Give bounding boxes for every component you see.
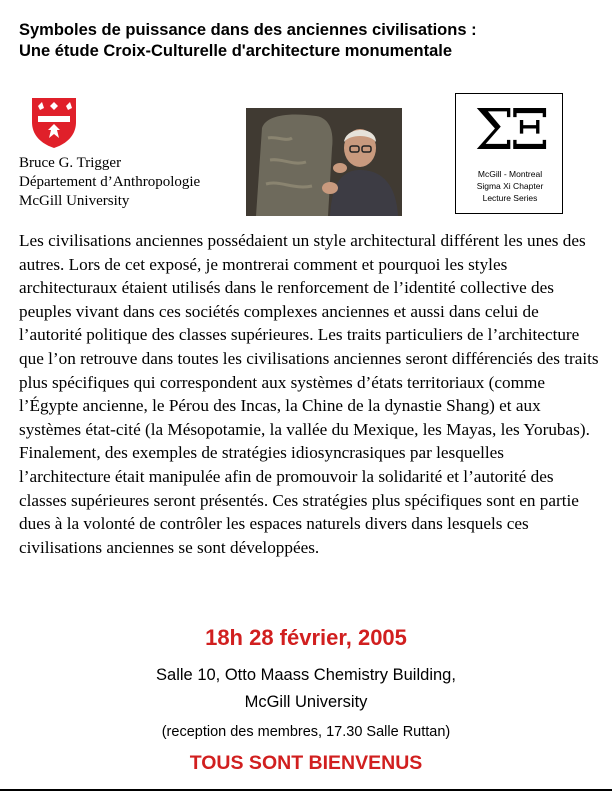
sigma-caption-line-3: Lecture Series	[482, 193, 538, 203]
abstract-paragraph: Les civilisations anciennes possédaient un style architectural différent les unes des autres. Lors de cet exposé, je montrerai comment et pourquoi les styles architecturaux étaient utilisés dans le renforcement de l’identité collective des peuples vivant dans ces sociétés complexes anciennes et aussi dans celui de l’autorité politique des classes supérieures. Les traits particuliers de l’architecture que l’on retrouve dans toutes les civilisations anciennes seront différenciés des traits plus spécifiques qui correspondent aux systèmes d’états territoriaux (comme l’Égypte ancienne, le Pérou des Incas, la Chine de la dynastie Shang) et aux systèmes état-cité (la Mésopotamie, la vallée du Mexique, les Mayas, les Yorubas). Finalement, des exemples de stratégies idiosyncrasiques par lesquelles l’architecture était manipulée afin de promouvoir la solidarité et l’autorité des classes supérieures seront présentés. Ces stratégies plus spécifiques sont en partie dues à la volonté de contrôler les espaces naturels divers dans lesquels ces civilisations anciennes se sont développées.	[19, 231, 599, 557]
event-venue	[0, 662, 612, 716]
author-department: Département d’Anthropologie	[19, 174, 201, 190]
mcgill-shield-icon	[30, 96, 78, 150]
author-block	[19, 154, 200, 211]
poster-title	[19, 20, 599, 62]
author-name: Bruce G. Trigger	[19, 155, 122, 171]
sigma-xi-caption	[458, 168, 562, 204]
speaker-photo	[246, 108, 402, 216]
sigma-caption-line-1: McGill - Montreal	[477, 169, 543, 179]
reception-note: (reception des membres, 17.30 Salle Ruttan)	[161, 724, 451, 740]
venue-line-2: McGill University	[244, 693, 368, 711]
title-line-2: Une étude Croix-Culturelle d'architecture monumentale	[19, 42, 453, 60]
bottom-divider	[0, 789, 612, 791]
speaker-photo-illustration	[246, 108, 402, 216]
welcome-banner: TOUS SONT BIENVENUS	[189, 752, 423, 774]
venue-line-1: Salle 10, Otto Maass Chemistry Building,	[156, 666, 456, 684]
title-line-1: Symboles de puissance dans des anciennes civilisations :	[19, 21, 477, 39]
author-university: McGill University	[19, 193, 130, 209]
event-datetime: 18h 28 février, 2005	[205, 625, 407, 650]
sigma-xi-logo	[455, 93, 563, 214]
sigma-xi-glyph: ΣΞ	[474, 98, 546, 163]
sigma-caption-line-2: Sigma Xi Chapter	[476, 181, 544, 191]
